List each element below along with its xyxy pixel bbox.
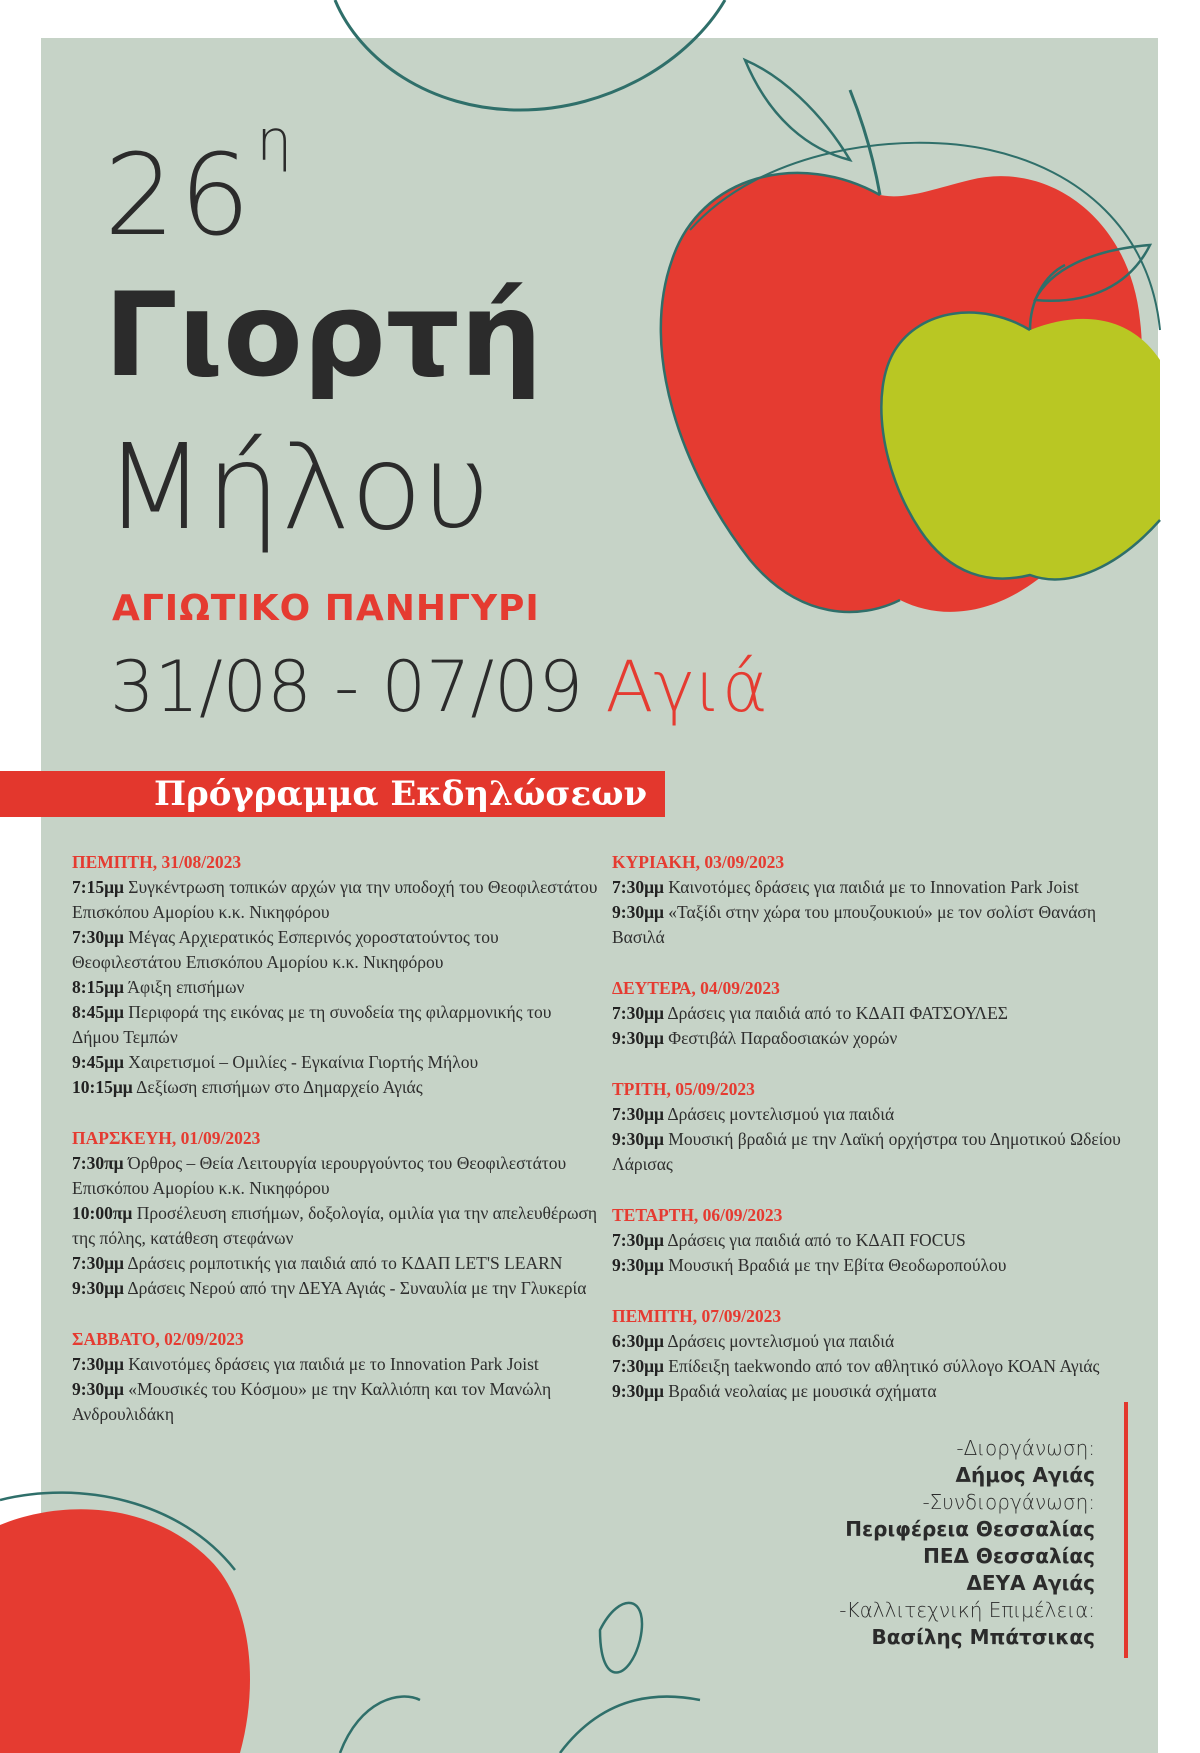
day-heading: ΤΕΤΑΡΤΗ, 06/09/2023	[612, 1205, 783, 1225]
event-description: Όρθρος – Θεία Λειτουργία ιερουργούντος του Θεοφιλεστάτου Επισκόπου Αμορίου κ.κ. Νικηφόρου	[72, 1153, 567, 1198]
event-time: 8:15μμ	[72, 977, 124, 997]
event-description: Καινοτόμες δράσεις για παιδιά με το Innovation Park Joist	[128, 1354, 539, 1374]
event-description: Δεξίωση επισήμων στο Δημαρχείο Αγιάς	[136, 1077, 423, 1097]
event-description: Δράσεις Νερού από την ΔΕΥΑ Αγιάς - Συναυλία με την Γλυκερία	[127, 1278, 587, 1298]
event-description: Δράσεις μοντελισμού για παιδιά	[667, 1104, 895, 1124]
event-description: Προσέλευση επισήμων, δοξολογία, ομιλία για την απελευθέρωση της πόλης, κατάθεση στεφάνων	[72, 1203, 598, 1248]
event-time: 9:45μμ	[72, 1052, 124, 1072]
event-time: 7:30μμ	[612, 1104, 664, 1124]
title-festival: Γιορτή	[104, 268, 543, 403]
event-description: Δράσεις για παιδιά από το ΚΔΑΠ FOCUS	[667, 1230, 966, 1250]
event-item	[72, 1276, 600, 1301]
event-item	[612, 1329, 1132, 1354]
day-block	[612, 1203, 1132, 1278]
event-time: 7:30μμ	[72, 927, 124, 947]
day-block	[612, 1077, 1132, 1177]
event-time: 9:30μμ	[72, 1379, 124, 1399]
day-heading: ΤΡΙΤΗ, 05/09/2023	[612, 1079, 755, 1099]
top-outline-loop	[335, 0, 725, 110]
event-description: Μέγας Αρχιερατικός Εσπερινός χοροστατούντος του Θεοφιλεστάτου Επισκόπου Αμορίου κ.κ. Νικηφόρου	[72, 927, 499, 972]
event-description: Δράσεις για παιδιά από το ΚΔΑΠ ΦΑΤΣΟΥΛΕΣ	[667, 1003, 1008, 1023]
credit-name: Περιφέρεια Θεσσαλίας	[845, 1517, 1095, 1541]
leaf-outline-icon	[745, 60, 850, 160]
title-apple: Μήλου	[104, 418, 491, 556]
day-block	[72, 1126, 600, 1301]
bottom-red-apple-icon	[0, 1493, 250, 1753]
event-description: Μουσική βραδιά με την Λαϊκή ορχήστρα του Δημοτικού Ωδείου Λάρισας	[612, 1129, 1121, 1174]
event-time: 7:30πμ	[72, 1153, 124, 1173]
edition-number: $26^\eta$	[104, 108, 297, 261]
day-heading: ΠΕΜΠΤΗ, 31/08/2023	[72, 852, 242, 872]
credit-name: Βασίλης Μπάτσικας	[871, 1625, 1095, 1649]
day-heading: ΠΑΡΣΚΕΥΗ, 01/09/2023	[72, 1128, 261, 1148]
event-time: 8:45μμ	[72, 1002, 124, 1022]
event-description: Καινοτόμες δράσεις για παιδιά με το Innovation Park Joist	[668, 877, 1079, 897]
event-item	[72, 925, 600, 975]
event-time: 9:30μμ	[72, 1278, 124, 1298]
day-block	[612, 850, 1132, 950]
day-block	[72, 850, 600, 1100]
event-description: Μουσική Βραδιά με την Εβίτα Θεοδωροπούλου	[668, 1255, 1007, 1275]
event-description: «Ταξίδι στην χώρα του μπουζουκιού» με τον σολίστ Θανάση Βασιλά	[612, 902, 1097, 947]
event-item	[72, 1352, 600, 1377]
event-description: Χαιρετισμοί – Ομιλίες - Εγκαίνια Γιορτής Μήλου	[128, 1052, 479, 1072]
event-time: 9:30μμ	[612, 1028, 664, 1048]
credit-label: -Καλλιτεχνική Επιμέλεια:	[839, 1598, 1095, 1622]
event-item	[72, 1201, 600, 1251]
event-time: 9:30μμ	[612, 1129, 664, 1149]
event-time: 9:30μμ	[612, 902, 664, 922]
event-time: 9:30μμ	[612, 1255, 664, 1275]
event-time: 10:15μμ	[72, 1077, 133, 1097]
credits-accent-bar	[1124, 1402, 1128, 1658]
schedule-right-column	[612, 850, 1132, 1430]
bottom-sprig-icon	[340, 1603, 700, 1753]
date-place: Αγιά	[605, 646, 769, 728]
credit-label: -Διοργάνωση:	[956, 1436, 1095, 1460]
event-description: Βραδιά νεολαίας με μουσικά σχήματα	[668, 1381, 937, 1401]
credit-label: -Συνδιοργάνωση:	[922, 1490, 1095, 1514]
event-item	[612, 900, 1132, 950]
credit-name: ΔΕΥΑ Αγιάς	[966, 1571, 1095, 1595]
program-heading: Πρόγραμμα Εκδηλώσεων	[154, 774, 648, 814]
event-item	[612, 1253, 1132, 1278]
event-item	[612, 1001, 1132, 1026]
event-time: 7:15μμ	[72, 877, 124, 897]
event-item	[612, 875, 1132, 900]
day-block	[612, 976, 1132, 1051]
event-item	[72, 1050, 600, 1075]
event-item	[612, 1228, 1132, 1253]
day-heading: ΔΕΥΤΕΡΑ, 04/09/2023	[612, 978, 780, 998]
event-time: 7:30μμ	[72, 1253, 124, 1273]
day-block	[72, 1327, 600, 1427]
event-item	[72, 1377, 600, 1427]
event-item	[72, 1151, 600, 1201]
day-heading: ΠΕΜΠΤΗ, 07/09/2023	[612, 1306, 782, 1326]
credits-block	[839, 1435, 1095, 1651]
event-item	[612, 1102, 1132, 1127]
event-item	[72, 1000, 600, 1050]
event-time: 7:30μμ	[72, 1354, 124, 1374]
event-description: Φεστιβάλ Παραδοσιακών χορών	[668, 1028, 898, 1048]
day-heading: ΣΑΒΒΑΤΟ, 02/09/2023	[72, 1329, 244, 1349]
event-item	[72, 875, 600, 925]
event-description: Δράσεις μοντελισμού για παιδιά	[667, 1331, 895, 1351]
date-range: 31/08 - 07/09 Αγιά	[110, 646, 769, 728]
edition-superscript: η	[256, 108, 297, 174]
event-time: 7:30μμ	[612, 1356, 664, 1376]
event-item	[72, 975, 600, 1000]
event-time: 9:30μμ	[612, 1381, 664, 1401]
event-time: 7:30μμ	[612, 1003, 664, 1023]
event-item	[612, 1026, 1132, 1051]
event-item	[612, 1354, 1132, 1379]
event-time: 6:30μμ	[612, 1331, 664, 1351]
event-description: Δράσεις ρομποτικής για παιδιά από το ΚΔΑΠ LET'S LEARN	[127, 1253, 563, 1273]
credit-name: ΠΕΔ Θεσσαλίας	[923, 1544, 1095, 1568]
schedule-left-column	[72, 850, 600, 1453]
event-item	[72, 1251, 600, 1276]
event-description: Συγκέντρωση τοπικών αρχών για την υποδοχή του Θεοφιλεστάτου Επισκόπου Αμορίου κ.κ. Νικηφόρου	[72, 877, 598, 922]
event-time: 7:30μμ	[612, 877, 664, 897]
day-block	[612, 1304, 1132, 1404]
event-description: Περιφορά της εικόνας με τη συνοδεία της φιλαρμονικής του Δήμου Τεμπών	[72, 1002, 552, 1047]
day-heading: ΚΥΡΙΑΚΗ, 03/09/2023	[612, 852, 785, 872]
credit-name: Δήμος Αγιάς	[955, 1463, 1095, 1487]
event-time: 10:00πμ	[72, 1203, 133, 1223]
event-description: Άφιξη επισήμων	[127, 977, 245, 997]
event-item	[612, 1379, 1132, 1404]
event-description: «Μουσικές του Κόσμου» με την Καλλιόπη και τον Μανώλη Ανδρουλιδάκη	[72, 1379, 552, 1424]
subtitle: ΑΓΙΩΤΙΚΟ ΠΑΝΗΓΥΡΙ	[112, 588, 540, 629]
event-item	[72, 1075, 600, 1100]
event-description: Επίδειξη taekwondo από τον αθλητικό σύλλογο ΚΟΑΝ Αγιάς	[668, 1356, 1100, 1376]
event-time: 7:30μμ	[612, 1230, 664, 1250]
event-item	[612, 1127, 1132, 1177]
